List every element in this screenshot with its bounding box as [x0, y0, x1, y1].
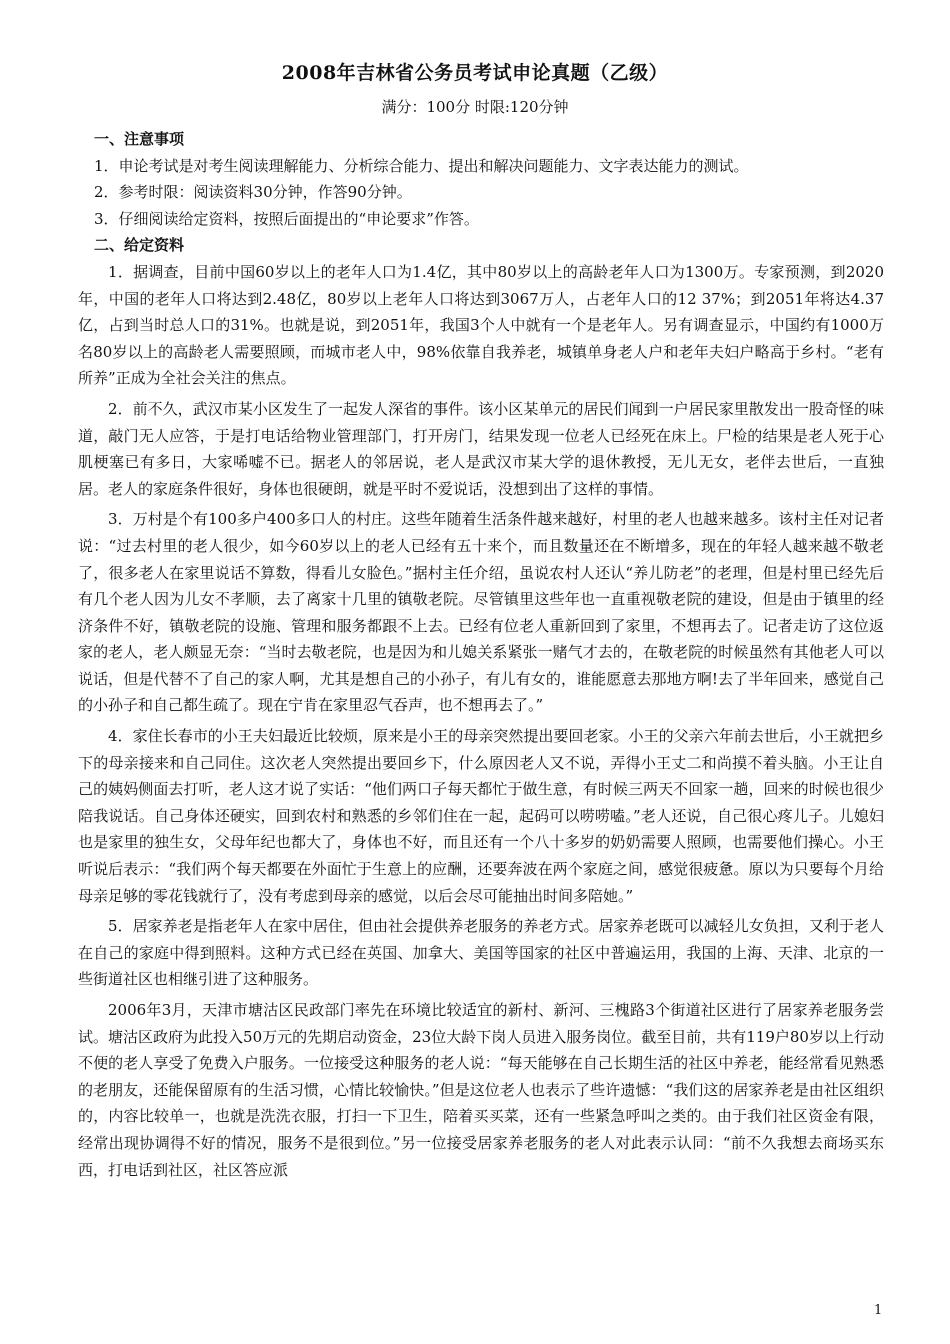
- material-paragraph: 3．万村是个有100多户400多口人的村庄。这些年随着生活条件越来越好，村里的老人也越来越多。该村主任对记者说：“过去村里的老人很少，如今60岁以上的老人已经有五十来个，而且数量还在不断增多，现在的年轻人越来越不敬老了，很多老人在家里说话不算数，得看儿女脸色。”据村主任介绍，虽说农村人还认“养儿防老”的老理，但是村里已经先后有几个老人因为儿女不孝顺，去了离家十几里的镇敬老院。尽管镇里这些年也一直重视敬老院的建设，但是由于镇里的经济条件不好，镇敬老院的设施、管理和服务都跟不上去。已经有位老人重新回到了家里，不想再去了。记者走访了这位返家的老人，老人颇显无奈：“当时去敬老院，也是因为和儿媳关系紧张一赌气才去的，在敬老院的时候虽然有其他老人可以说话，但是代替不了自己的家人啊，尤其是想自己的小孙子，有儿有女的，谁能愿意去那地方啊!去了半年回来，感觉自己的小孙子和自己都生疏了。现在宁肯在家里忍气吞声，也不想再去了。”: [78, 510, 884, 715]
- note-item: 3．仔细阅读给定资料，按照后面提出的“申论要求”作答。: [94, 209, 479, 228]
- material-paragraph: 2006年3月，天津市塘沽区民政部门率先在环境比较适宜的新村、新河、三槐路3个街道社区进行了居家养老服务尝试。塘沽区政府为此投入50万元的先期启动资金，23位大龄下岗人员进入服务岗位。截至目前，共有119户80岁以上行动不便的老人享受了免费入户服务。一位接受这种服务的老人说：“每天能够在自己长期生活的社区中养老，能经常看见熟悉的老朋友，还能保留原有的生活习惯，心情比较愉快。”但是这位老人也表示了些许遗憾：“我们这的居家养老是由社区组织的，内容比较单一，也就是洗洗衣服，打扫一下卫生，陪着买买菜，还有一些紧急呼叫之类的。由于我们社区资金有限，经常出现协调得不好的情况，服务不是很到位。”另一位接受居家养老服务的老人对此表示认同：“前不久我想去商场买东西，打电话到社区，社区答应派: [78, 1001, 884, 1179]
- section-heading-notes: 一、注意事项: [94, 130, 185, 148]
- section-heading-materials: 二、给定资料: [94, 236, 185, 255]
- material-paragraph: 2．前不久，武汉市某小区发生了一起发人深省的事件。该小区某单元的居民们闻到一户居民家里散发出一股奇怪的味道，敲门无人应答，于是打电话给物业管理部门，打开房门，结果发现一位老人已经死在床上。尸检的结果是老人死于心肌梗塞已有多日，大家唏嘘不已。据老人的邻居说，老人是武汉市某大学的退休教授，无儿无女，老伴去世后，一直独居。老人的家庭条件很好，身体也很硬朗，就是平时不爱说话，没想到出了这样的事情。: [78, 399, 884, 498]
- page-title: 2008年吉林省公务员考试申论真题（乙级）: [281, 62, 669, 84]
- material-paragraph: 1．据调查，目前中国60岁以上的老年人口为1.4亿，其中80岁以上的高龄老年人口为1300万。专家预测，到2020年，中国的老年人口将达到2.48亿，80岁以上老年人口将达到3067万人，占老年人口的12 37%；到2051年将达4.37亿，占到当时总人口的31%。也就是说，到2051年，我国3个人中就有一个是老年人。另有调查显示，中国约有1000万名80岁以上的高龄老人需要照顾，而城市老人中，98%依靠自我养老，城镇单身老人户和老年夫妇户略高于乡村。“老有所养”正成为全社会关注的焦点。: [78, 262, 884, 388]
- exam-info: 满分：100分 时限:120分钟: [381, 98, 569, 116]
- document-body: [78, 126, 884, 1183]
- note-item: 1．申论考试是对考生阅读理解能力、分析综合能力、提出和解决问题能力、文字表达能力的测试。: [94, 156, 749, 175]
- material-paragraph: 4．家住长春市的小王夫妇最近比较烦，原来是小王的母亲突然提出要回老家。小王的父亲六年前去世后，小王就把乡下的母亲接来和自己同住。这次老人突然提出要回乡下，什么原因老人又不说，弄得小王丈二和尚摸不着头脑。小王让自己的姨妈侧面去打听，老人这才说了实话：“他们两口子每天都忙于做生意，有时候三两天不回家一趟，回来的时候也很少陪我说话。自己身体还硬实，回到农村和熟悉的乡邻们住在一起，起码可以唠唠嗑。”老人还说，自己很心疼儿子。儿媳妇也是家里的独生女，父母年纪也都大了，身体也不好，而且还有一个八十多岁的奶奶需要人照顾，也需要他们操心。小王听说后表示：“我们两个每天都要在外面忙于生意上的应酬，还要奔波在两个家庭之间，感觉很疲惫。原以为只要每个月给母亲足够的零花钱就行了，没有考虑到母亲的感觉，以后会尽可能抽出时间多陪她。”: [78, 727, 884, 905]
- page-number: 1: [874, 1303, 883, 1318]
- material-paragraph: 5．居家养老是指老年人在家中居住，但由社会提供养老服务的养老方式。居家养老既可以减轻儿女负担，又利于老人在自己的家庭中得到照料。这种方式已经在英国、加拿大、美国等国家的社区中普遍运用，我国的上海、天津、北京的一些街道社区也相继引进了这种服务。: [78, 917, 884, 989]
- note-item: 2．参考时限：阅读资料30分钟，作答90分钟。: [94, 183, 412, 202]
